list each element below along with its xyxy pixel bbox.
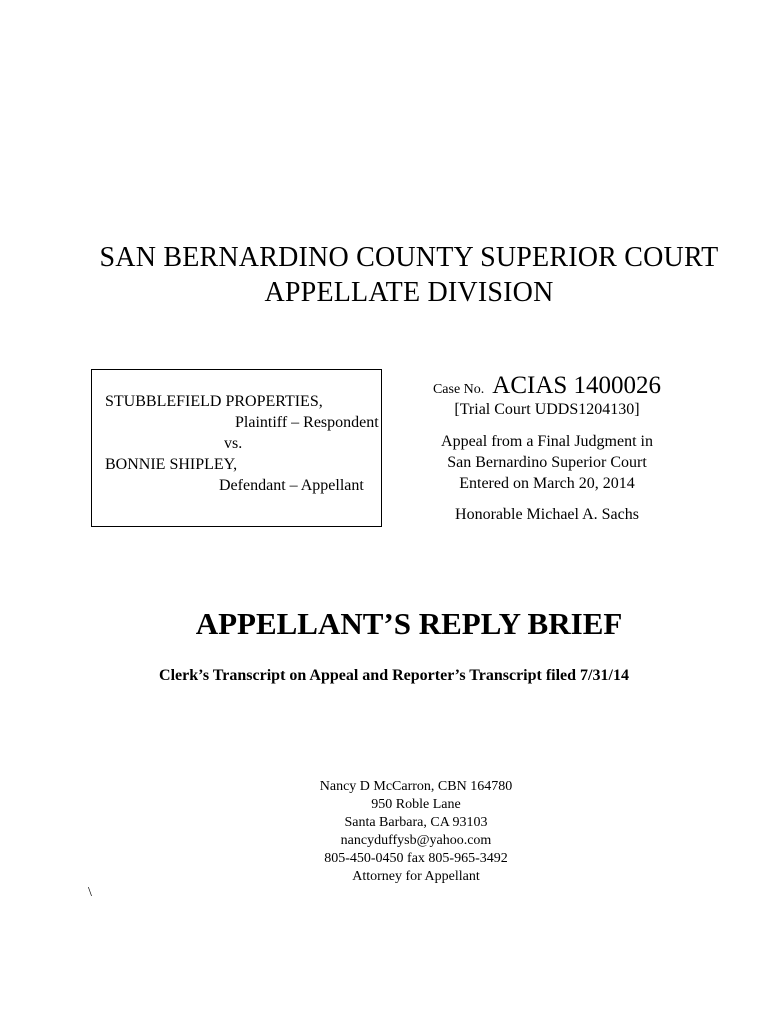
case-info (392, 372, 702, 525)
case-number-label: Case No. (432, 382, 485, 397)
stray-mark: \ (88, 885, 92, 900)
appeal-description (392, 431, 702, 494)
transcript-note: Clerk’s Transcript on Appeal and Reporter’s Transcript filed 7/31/14 (159, 667, 629, 684)
case-number: ACIAS 1400026 (492, 372, 662, 399)
defendant-role: Defendant – Appellant (219, 477, 364, 494)
court-division: APPELLATE DIVISION (264, 277, 554, 308)
appeal-line-1: Appeal from a Final Judgment in (441, 433, 653, 450)
defendant-name: BONNIE SHIPLEY, (105, 456, 238, 473)
attorney-name: Nancy D McCarron, CBN 164780 (319, 779, 513, 794)
attorney-email: nancyduffysb@yahoo.com (340, 833, 492, 848)
attorney-city: Santa Barbara, CA 93103 (344, 815, 488, 830)
attorney-role: Attorney for Appellant (352, 869, 480, 884)
attorney-block (0, 778, 768, 886)
plaintiff-name: STUBBLEFIELD PROPERTIES, (105, 393, 323, 410)
attorney-phone-fax: 805-450-0450 fax 805-965-3492 (324, 851, 508, 866)
versus-label: vs. (224, 435, 243, 452)
appeal-line-2: San Bernardino Superior Court (447, 454, 647, 471)
parties-caption-box (91, 369, 382, 527)
brief-title: APPELLANT’S REPLY BRIEF (195, 606, 623, 641)
court-name: SAN BERNARDINO COUNTY SUPERIOR COURT (99, 242, 719, 273)
attorney-street: 950 Roble Lane (371, 797, 461, 812)
court-heading (0, 240, 768, 310)
trial-court-number: [Trial Court UDDS1204130] (454, 401, 640, 418)
judge-name: Honorable Michael A. Sachs (455, 506, 639, 523)
case-number-line (392, 372, 702, 400)
appeal-line-3: Entered on March 20, 2014 (459, 475, 635, 492)
plaintiff-role: Plaintiff – Respondent (235, 414, 379, 431)
